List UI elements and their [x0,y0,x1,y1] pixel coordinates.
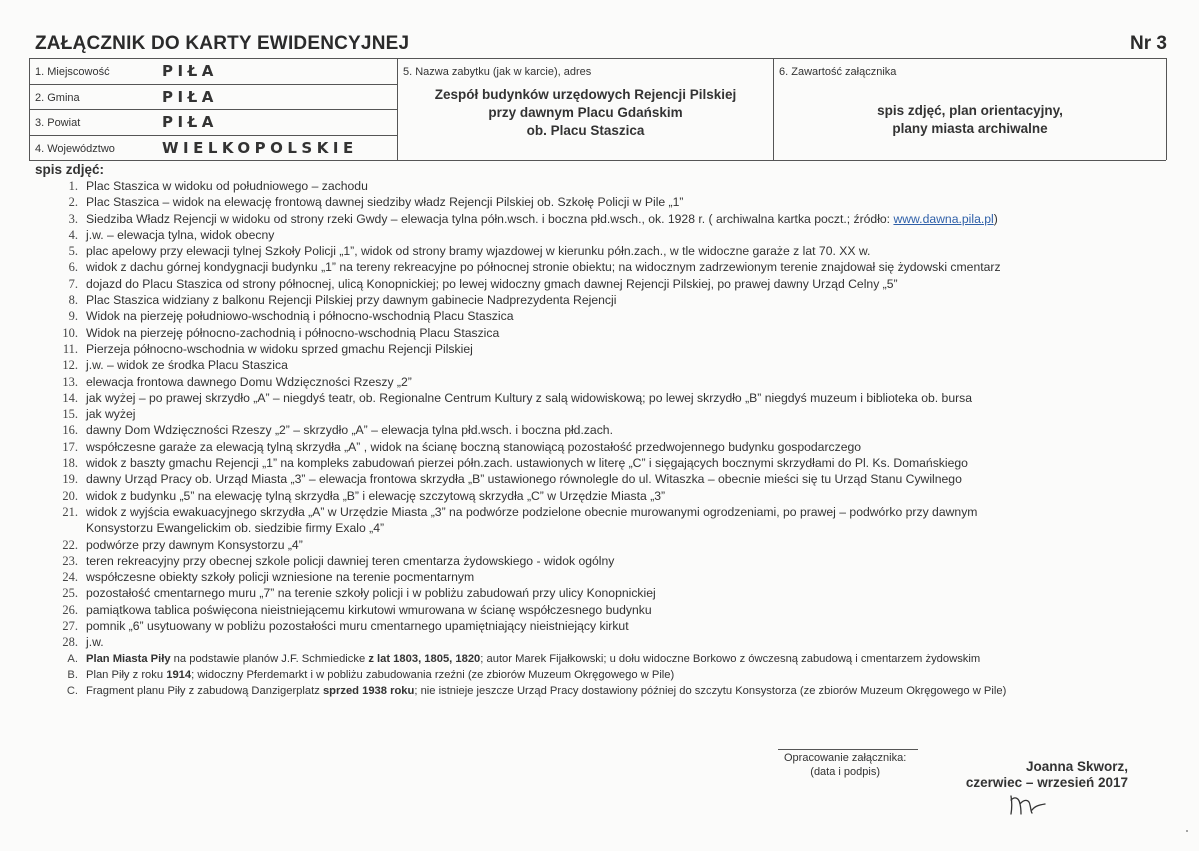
locality-label: 1. Miejscowość [35,66,110,78]
item-text [86,683,1006,699]
list-item [35,618,1175,634]
item-text: pozostałość cmentarnego muru „7” na terenie szkoły policji i w pobliżu zabudowań przy ulicy Konopnickiej [86,586,656,601]
list-item [35,439,1175,455]
map-title: Plan Miasta Piły [86,652,171,665]
map-item [35,667,1175,683]
item-number: 4. [68,227,78,242]
scan-speck [1186,830,1188,832]
table-row-rule [29,84,397,85]
list-item [35,569,1175,585]
map-text: ; autor Marek Fijałkowski; u dołu widoczne Borkowo z ówczesną zabudową i cmentarzem żydowskim [480,652,981,665]
item-number: 23. [62,553,78,568]
item-number: 20. [62,488,78,503]
item-number: 15. [62,407,78,422]
contents-value [774,102,1166,138]
commune-value: PIŁA [162,88,218,106]
photos-list [35,178,1175,700]
item-text [86,667,674,683]
voivodeship-label: 4. Województwo [35,143,115,155]
monument-name-line: Zespół budynków urzędowych Rejencji Pilskiej [434,87,737,102]
item-text: elewacja frontowa dawnego Domu Wdzięczności Rzeszy „2” [86,374,412,389]
map-item [35,683,1175,699]
item-number [35,520,86,536]
map-text: Fragment planu Piły z zabudową Danzigerplatz [86,685,323,698]
county-value: PIŁA [162,113,218,131]
item-number: 9. [68,309,78,324]
item-text: Plac Staszica widziany z balkonu Rejencji Pilskiej przy dawnym gabinecie Nadprezydenta Rejencji [86,293,617,308]
item-text: jak wyżej [86,407,136,422]
list-item [35,341,1175,357]
item-number: 25. [62,586,78,601]
item-number: 8. [68,293,78,308]
item-text-main: Siedziba Władz Rejencji w widoku od strony rzeki Gwdy – elewacja tylna półn.wsch. i boczna płd.wsch., ok. 1928 r. ( archiwalna kartka poczt.; źródło: [86,211,894,226]
item-number: 22. [62,537,78,552]
item-number: 5. [68,244,78,259]
monument-name [398,86,773,140]
item-text: j.w. [86,635,104,650]
item-number: 12. [62,358,78,373]
list-item [35,194,1175,210]
list-item [35,211,1175,227]
table-top-rule [29,58,1166,59]
item-number: 16. [62,423,78,438]
item-text-end: ) [993,211,998,226]
item-text: widok z wyjścia ewakuacyjnego skrzydła „A” w Urzędzie Miasta „3” na podwórze podzielone obecnie murowanymi ogrodzeniami, po prawej – podwórko przy dawnym [86,504,978,519]
source-link[interactable]: www.dawna.pila.pl [893,211,994,226]
page-title: ZAŁĄCZNIK DO KARTY EWIDENCYJNEJ [35,33,410,54]
list-item [35,406,1175,422]
item-text: pamiątkowa tablica poświęcona nieistniejącemu kirkutowi wmurowana w ścianę współczesnego budynku [86,602,652,617]
map-years: sprzed 1938 roku [322,685,415,698]
item-text: Widok na pierzeję południowo-wschodnią i północno-wschodnią Placu Staszica [86,309,514,324]
item-letter: A. [67,652,78,665]
item-text: jak wyżej – po prawej skrzydło „A” – niegdyś teatr, ob. Regionalne Centrum Kultury z salą widowiskową; po lewej skrzydło „B” niegdyś muzeum i biblioteka ob. bursa [86,390,973,405]
commune-label: 2. Gmina [35,92,80,104]
list-item [35,455,1175,471]
item-text: pomnik „6” usytuowany w pobliżu pozostałości muru cmentarnego upamiętniający nieistniejący kirkut [86,619,629,634]
item-text: widok z budynku „5” na elewację tylną skrzydła „B” i elewację szczytową skrzydła „C” w Urzędzie Miasta „3” [86,488,666,503]
map-text: na podstawie planów J.F. Schmiedicke [170,652,369,665]
item-number: 3. [68,211,78,226]
contents-line: spis zdjęć, plan orientacyjny, [877,103,1063,118]
item-number: 14. [62,390,78,405]
footer-rule [778,749,918,750]
map-item [35,651,1175,667]
prepared-by-hint: (data i podpis) [810,766,880,778]
item-number: 27. [62,619,78,634]
item-number: 17. [62,439,78,454]
item-text: podwórze przy dawnym Konsystorzu „4” [86,537,303,552]
list-item [35,308,1175,324]
item-number: 21. [62,504,78,519]
item-number: 7. [68,276,78,291]
attachment-number: Nr 3 [1130,33,1167,54]
item-text: Plac Staszica w widoku od południowego – zachodu [86,179,368,193]
list-item [35,585,1175,601]
item-text: Widok na pierzeję północno-zachodnią i północno-wschodnią Placu Staszica [86,325,500,340]
map-text: Plan Piły z roku [86,668,167,681]
handwritten-signature [1008,790,1048,818]
monument-name-line: przy dawnym Placu Gdańskim [488,105,683,120]
list-item [35,504,1175,520]
item-number: 1. [68,179,78,193]
list-item [35,422,1175,438]
photos-heading: spis zdjęć: [35,162,105,177]
list-item-continuation [35,520,1175,536]
item-text [86,211,998,227]
list-item [35,325,1175,341]
item-letter: B. [67,668,78,681]
contents-line: plany miasta archiwalne [892,121,1048,136]
item-text: współczesne garaże za elewacją tylną skrzydła „A” , widok na ścianę boczną stanowiącą pozostałość przedwojennego budynku gospodarczego [86,439,862,454]
map-text: ; widoczny Pferdemarkt i w pobliżu zabudowania rzeźni (ze zbiorów Muzeum Okręgowego w Pile) [191,668,675,681]
table-left-rule [29,58,30,160]
item-number: 2. [68,195,78,210]
contents-label: 6. Zawartość załącznika [779,66,897,78]
item-text: j.w. – widok ze środka Placu Staszica [86,358,288,373]
list-item [35,227,1175,243]
item-text: Pierzeja północno-wschodnia w widoku sprzed gmachu Rejencji Pilskiej [86,341,473,356]
monument-label: 5. Nazwa zabytku (jak w karcie), adres [403,66,592,78]
list-item [35,553,1175,569]
item-text: Konsystorzu Ewangelickim ob. siedzibie firmy Exalo „4” [86,521,385,536]
list-item [35,259,1175,275]
prepared-by-line: Opracowanie załącznika: [784,752,907,764]
item-text: Plac Staszica – widok na elewację frontową dawnej siedziby władz Rejencji Pilskiej ob. Szkołę Policji w Pile „1” [86,195,684,210]
voivodeship-value: WIELKOPOLSKIE [162,139,358,157]
prepared-by-label [784,751,906,779]
item-number: 19. [62,472,78,487]
item-text: widok z dachu górnej kondygnacji budynku „1” na tereny rekreacyjne po północnej stronie obiektu; na widocznym zadrzewionym terenie znajdował się żydowski cmentarz [86,260,1001,275]
list-item [35,488,1175,504]
list-item [35,374,1175,390]
county-label: 3. Powiat [35,117,81,129]
author-date: czerwiec – wrzesień 2017 [965,775,1128,790]
item-number: 24. [62,570,78,585]
item-number: 28. [62,635,78,650]
item-text: j.w. – elewacja tylna, widok obecny [86,227,275,242]
list-item [35,276,1175,292]
locality-value: PIŁA [162,62,218,80]
item-text: dawny Dom Wdzięczności Rzeszy „2” – skrzydło „A” – elewacja tylna płd.wsch. i boczna płd.zach. [86,423,613,438]
item-text: dojazd do Placu Staszica od strony północnej, ulicą Konopnickiej; po lewej widoczny gmach dawnej Rejencji Pilskiej, po prawej dawny Urząd Celny „5” [86,276,898,291]
author-block [958,759,1128,791]
list-item [35,634,1175,650]
monument-name-line: ob. Placu Staszica [526,123,645,138]
list-item [35,471,1175,487]
list-item [35,602,1175,618]
item-text: dawny Urząd Pracy ob. Urząd Miasta „3” – elewacja frontowa skrzydła „B” ustawionego równolegle do ul. Witaszka – obecnie mieści się tu Urząd Stanu Cywilnego [86,472,962,487]
table-row-rule [29,135,397,136]
list-item [35,178,1175,194]
list-item [35,357,1175,373]
item-number: 13. [62,374,78,389]
author-name: Joanna Skworz, [1025,759,1128,774]
table-bottom-rule [29,160,1166,161]
list-item [35,292,1175,308]
item-number: 6. [68,260,78,275]
table-right-rule [1166,58,1167,160]
list-item [35,390,1175,406]
item-number: 10. [62,325,78,340]
item-number: 11. [62,341,78,356]
list-item [35,243,1175,259]
map-text: ; nie istnieje jeszcze Urząd Pracy dostawiony później do szczytu Konsystorza (ze zbiorów Muzeum Okręgowego w Pile) [414,685,1007,698]
map-years: 1914 [166,668,192,681]
item-text: współczesne obiekty szkoły policji wzniesione na terenie pocmentarnym [86,570,475,585]
item-number: 18. [62,456,78,471]
list-item [35,537,1175,553]
item-text: plac apelowy przy elewacji tylnej Szkoły Policji „1”, widok od strony bramy wjazdowej w kierunku półn.zach., w tle widoczne garaże z lat 70. XX w. [86,244,871,259]
map-years: z lat 1803, 1805, 1820 [368,652,481,665]
item-letter: C. [66,685,78,698]
item-text: teren rekreacyjny przy obecnej szkole policji dawniej teren cmentarza żydowskiego - widok ogólny [86,553,615,568]
table-row-rule [29,109,397,110]
item-text: widok z baszty gmachu Rejencji „1” na kompleks zabudowań pierzei półn.zach. ustawionych w literę „C” i sięgających bocznymi skrzydłami do Pl. Ks. Domańskiego [86,456,968,471]
item-text [86,651,980,667]
item-number: 26. [62,602,78,617]
